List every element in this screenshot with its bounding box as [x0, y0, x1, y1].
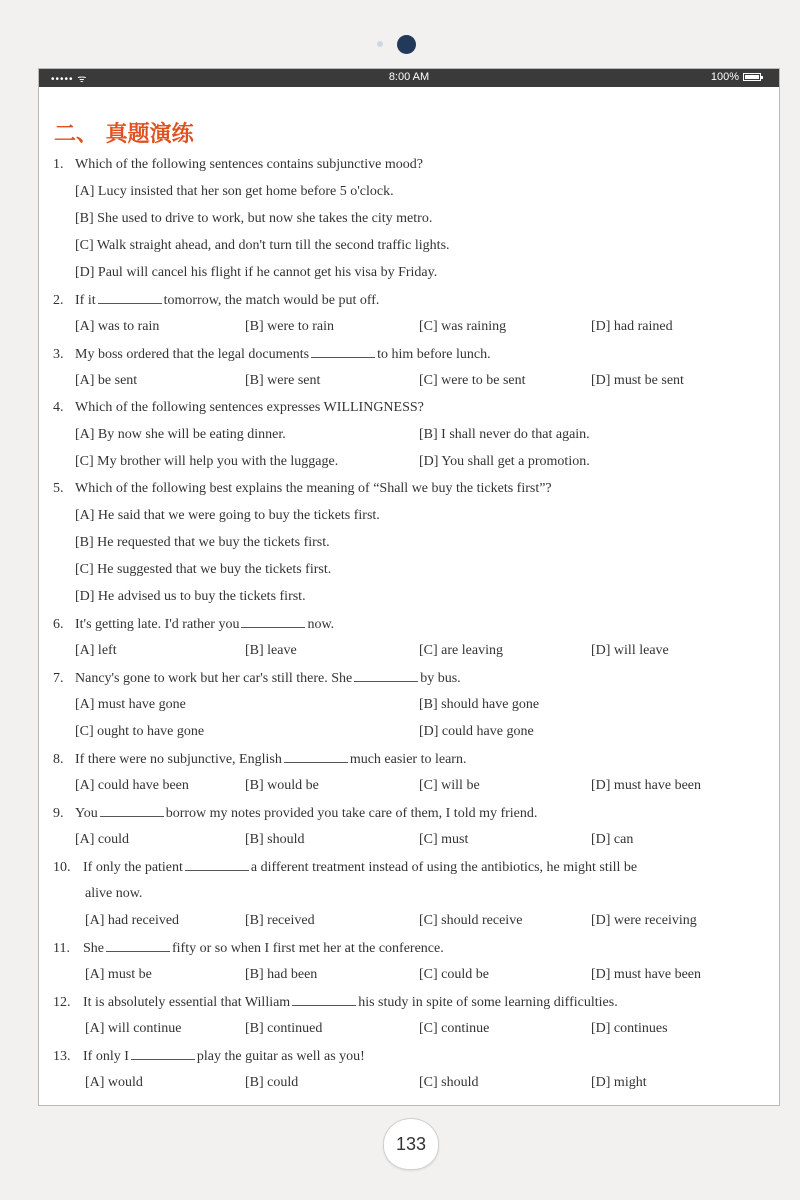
option-4c[interactable]: [C] My brother will help you with the luggage.: [75, 454, 339, 469]
question-1: 1. Which of the following sentences contains subjunctive mood?: [53, 157, 423, 172]
option-9a[interactable]: [A] could: [75, 832, 130, 847]
option-13a[interactable]: [A] would: [85, 1075, 143, 1090]
question-11: 11. She fifty or so when I first met her at the conference.: [53, 941, 444, 956]
question-13: 13. If only I play the guitar as well as you!: [53, 1049, 365, 1064]
answer-blank: [131, 1047, 195, 1060]
question-3: 3. My boss ordered that the legal documents to him before lunch.: [53, 347, 491, 362]
option-6a[interactable]: [A] left: [75, 643, 117, 658]
answer-blank: [284, 750, 348, 763]
option-13d[interactable]: [D] might: [591, 1075, 647, 1090]
option-1c[interactable]: [C] Walk straight ahead, and don't turn till the second traffic lights.: [75, 238, 450, 253]
option-3d[interactable]: [D] must be sent: [591, 373, 684, 388]
status-bar: [39, 69, 779, 87]
answer-blank: [292, 993, 356, 1006]
answer-blank: [241, 615, 305, 628]
option-3a[interactable]: [A] be sent: [75, 373, 138, 388]
option-3c[interactable]: [C] were to be sent: [419, 373, 526, 388]
question-5: 5. Which of the following best explains the meaning of “Shall we buy the tickets first”?: [53, 481, 552, 496]
question-6: 6. It's getting late. I'd rather you now.: [53, 617, 335, 632]
answer-blank: [185, 858, 249, 871]
question-7: 7. Nancy's gone to work but her car's still there. She by bus.: [53, 671, 461, 686]
option-11d[interactable]: [D] must have been: [591, 967, 702, 982]
option-8b[interactable]: [B] would be: [245, 778, 319, 793]
option-2c[interactable]: [C] was raining: [419, 319, 507, 334]
option-5b[interactable]: [B] He requested that we buy the tickets first.: [75, 535, 330, 550]
option-7a[interactable]: [A] must have gone: [75, 697, 186, 712]
option-1d[interactable]: [D] Paul will cancel his flight if he cannot get his visa by Friday.: [75, 265, 438, 280]
option-8d[interactable]: [D] must have been: [591, 778, 702, 793]
option-13b[interactable]: [B] could: [245, 1075, 299, 1090]
battery-icon: [743, 73, 761, 81]
option-10c[interactable]: [C] should receive: [419, 913, 523, 928]
question-8: 8. If there were no subjunctive, English much easier to learn.: [53, 752, 467, 767]
option-2d[interactable]: [D] had rained: [591, 319, 673, 334]
option-2b[interactable]: [B] were to rain: [245, 319, 335, 334]
page-content: [39, 87, 779, 1105]
option-10d[interactable]: [D] were receiving: [591, 913, 697, 928]
option-8c[interactable]: [C] will be: [419, 778, 480, 793]
option-11c[interactable]: [C] could be: [419, 967, 489, 982]
option-8a[interactable]: [A] could have been: [75, 778, 189, 793]
option-6b[interactable]: [B] leave: [245, 643, 297, 658]
option-5a[interactable]: [A] He said that we were going to buy the tickets first.: [75, 508, 380, 523]
option-9c[interactable]: [C] must: [419, 832, 469, 847]
option-4b[interactable]: [B] I shall never do that again.: [419, 427, 590, 442]
option-3b[interactable]: [B] were sent: [245, 373, 321, 388]
tablet-screen: [38, 68, 780, 1106]
option-7c[interactable]: [C] ought to have gone: [75, 724, 205, 739]
option-11b[interactable]: [B] had been: [245, 967, 318, 982]
option-7b[interactable]: [B] should have gone: [419, 697, 540, 712]
option-1b[interactable]: [B] She used to drive to work, but now she takes the city metro.: [75, 211, 433, 226]
option-5d[interactable]: [D] He advised us to buy the tickets first.: [75, 589, 306, 604]
option-6c[interactable]: [C] are leaving: [419, 643, 503, 658]
question-10: 10. If only the patient a different treatment instead of using the antibiotics, he might still be: [53, 860, 638, 875]
question-4: 4. Which of the following sentences expresses WILLINGNESS?: [53, 400, 424, 415]
answer-blank: [311, 345, 375, 358]
section-title: 二、 真题演练: [54, 122, 194, 147]
option-2a[interactable]: [A] was to rain: [75, 319, 160, 334]
answer-blank: [98, 291, 162, 304]
option-4a[interactable]: [A] By now she will be eating dinner.: [75, 427, 286, 442]
option-13c[interactable]: [C] should: [419, 1075, 479, 1090]
option-9b[interactable]: [B] should: [245, 832, 305, 847]
signal-icon: ••••• ᯤ: [51, 74, 88, 85]
option-7d[interactable]: [D] could have gone: [419, 724, 534, 739]
option-1a[interactable]: [A] Lucy insisted that her son get home before 5 o'clock.: [75, 184, 394, 199]
camera-icon: [397, 35, 416, 54]
option-12b[interactable]: [B] continued: [245, 1021, 323, 1036]
answer-blank: [354, 669, 418, 682]
option-10a[interactable]: [A] had received: [85, 913, 180, 928]
option-12d[interactable]: [D] continues: [591, 1021, 668, 1036]
option-4d[interactable]: [D] You shall get a promotion.: [419, 454, 590, 469]
option-11a[interactable]: [A] must be: [85, 967, 152, 982]
battery-percent: 100%: [710, 71, 739, 83]
option-12c[interactable]: [C] continue: [419, 1021, 490, 1036]
option-6d[interactable]: [D] will leave: [591, 643, 669, 658]
page-number: 133: [383, 1118, 439, 1170]
question-12: 12. It is absolutely essential that William his study in spite of some learning difficulties.: [53, 995, 618, 1010]
question-9: 9. You borrow my notes provided you take care of them, I told my friend.: [53, 806, 538, 821]
option-5c[interactable]: [C] He suggested that we buy the tickets first.: [75, 562, 332, 577]
battery-status: [711, 71, 761, 83]
answer-blank: [106, 939, 170, 952]
option-10b[interactable]: [B] received: [245, 913, 315, 928]
camera-sensor: [377, 41, 383, 47]
status-time: 8:00 AM: [388, 71, 430, 83]
answer-blank: [100, 804, 164, 817]
option-9d[interactable]: [D] can: [591, 832, 634, 847]
question-10-continued: alive now.: [85, 886, 143, 901]
option-12a[interactable]: [A] will continue: [85, 1021, 182, 1036]
question-2: 2. If it tomorrow, the match would be put off.: [53, 293, 380, 308]
